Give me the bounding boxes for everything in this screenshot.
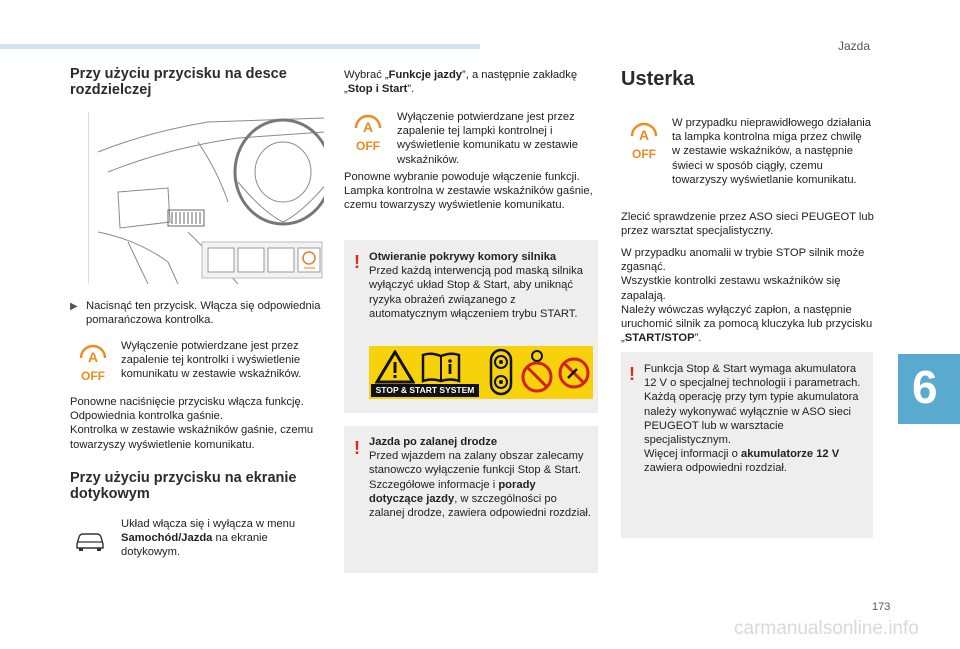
belt-spiral-icon	[487, 348, 515, 396]
bullet-icon: ▶	[70, 301, 78, 312]
heading-touchscreen: Przy użyciu przycisku na ekranie dotykowym	[70, 470, 297, 502]
stop-start-system-label: STOP & START SYSTEM	[371, 384, 479, 397]
touch-menu-path: Samochód/Jazda	[121, 532, 213, 545]
flooded-road-pre: Szczegółowe informacje i	[369, 478, 499, 491]
intro-menu-functions: Funkcje jazdy	[388, 69, 463, 81]
section-title: Jazda	[838, 39, 871, 53]
svg-text:OFF: OFF	[632, 147, 656, 160]
anomaly-text: W przypadku anomalii w trybie STOP silnik może zgasnąć. Wszystkie kontrolki zestawu wskaźników się zapalają. Należy wówczas wyłączyć zapłon, a następnie uruchomić silnik za pomocą kluczyka lub przycisku „	[621, 247, 873, 345]
step-press-button: Nacisnąć ten przycisk. Włącza się odpowiednia pomarańczowa kontrolka.	[86, 300, 321, 327]
flooded-road-tips: porady dotyczące jazdy	[369, 478, 536, 505]
svg-text:A: A	[87, 349, 99, 365]
flooded-road-text	[369, 435, 591, 520]
anomaly-text-end: ”.	[694, 332, 702, 345]
vent-grille	[168, 210, 204, 226]
intro-mid: ”, a następnie zakładkę „	[344, 69, 578, 96]
stop-start-label	[369, 346, 593, 399]
heading-dashboard-button: Przy użyciu przycisku na desce rozdzielczej	[70, 66, 287, 98]
flooded-road-body: Przed wjazdem na zalany obszar zalecamy stanowczo wyłączenie funkcji Stop & Start.	[369, 450, 584, 477]
dashboard-illustration	[88, 112, 324, 284]
a-off-warning-lamp-icon	[351, 112, 385, 152]
no-tools-prohibition-icon	[557, 356, 591, 390]
warning-exclamation-icon: !	[354, 438, 360, 458]
fault-lamp-note: W przypadku nieprawidłowego działania ta lampka kontrolna miga przez chwilę w zestawie wskaźników, a następnie świeci w sposób ciągły, czemu towarzyszy wyświetlanie komunikatu.	[672, 117, 871, 186]
bonnet-warning-body: Przed każdą interwencją pod maską silnika wyłączyć układ Stop & Start, aby uniknąć ryzyka obrażeń związanego z automatycznym włączeniem trybu START.	[369, 265, 583, 320]
paragraph-stop-anomaly	[621, 246, 877, 345]
chapter-number: 6	[912, 361, 938, 413]
header-rule	[0, 44, 480, 49]
a-off-warning-lamp-icon	[627, 120, 661, 160]
car-menu-icon	[74, 530, 106, 552]
paragraph-reselect: Ponowne wybranie powoduje włączenie funkcji. Lampka kontrolna w zestawie wskaźników gaśnie, czemu towarzyszy wyświetlenie komunikatu.	[344, 171, 593, 212]
note-disable-confirmation: Wyłączenie potwierdzane jest przez zapalenie tej kontrolki i wyświetlenie komunikatu w zestawie wskaźników.	[121, 340, 302, 381]
svg-text:A: A	[638, 127, 650, 143]
page-number: 173	[872, 601, 891, 613]
battery-text-end: zawiera odpowiedni rozdział.	[644, 462, 788, 475]
flooded-road-title: Jazda po zalanej drodze	[369, 436, 498, 448]
touchscreen-instruction	[121, 517, 321, 560]
no-hands-prohibition-icon	[519, 349, 555, 395]
battery-12v-link: akumulatorze 12 V	[740, 448, 840, 461]
paragraph-dealer-check: Zlecić sprawdzenie przez ASO sieci PEUGEOT lub przez warsztat specjalistyczny.	[621, 211, 874, 238]
chapter-tab	[898, 354, 960, 424]
bonnet-warning-text	[369, 250, 589, 321]
start-stop-button-name: START/STOP	[624, 332, 695, 345]
touch-text-pre: Układ włącza się i wyłącza w menu	[121, 518, 296, 530]
paragraph-reenable: Ponowne naciśnięcie przycisku włącza funkcję. Odpowiednia kontrolka gaśnie. Kontrolka w zestawie wskaźników gaśnie, czemu towarzyszy wyświetlenie komunikatu.	[70, 396, 314, 451]
warning-exclamation-icon: !	[629, 364, 635, 384]
intro-pre: Wybrać „	[344, 69, 389, 81]
svg-text:OFF: OFF	[81, 369, 105, 382]
battery-text: Funkcja Stop & Start wymaga akumulatora 12 V o specjalnej technologii i parametrach. Każdą operację przy tym typie akumulatora należy wykonywać wyłącznie w ASO sieci PEUGEOT lub w warsztacie specjalistycznym. Więcej informacji o	[644, 363, 861, 461]
note-lamp-confirmation: Wyłączenie potwierdzane jest przez zapalenie tej lampki kontrolnej i wyświetlenie komunikatu w zestawie wskaźników.	[397, 111, 578, 166]
hazard-triangle-icon	[375, 350, 415, 384]
switch-panel-inset	[202, 242, 322, 278]
watermark: carmanualsonline.info	[734, 618, 919, 639]
svg-text:OFF: OFF	[356, 139, 380, 152]
warning-exclamation-icon: !	[354, 252, 360, 272]
svg-text:A: A	[362, 119, 374, 135]
flooded-road-post: , w szczególności po zalanej drodze, zawiera odpowiedni rozdział.	[369, 492, 592, 520]
intro-select-functions	[344, 68, 596, 96]
intro-post: ”.	[407, 83, 415, 96]
heading-fault: Usterka	[621, 68, 695, 90]
a-off-warning-lamp-icon	[76, 342, 110, 382]
intro-tab-stopstart: Stop i Start	[347, 83, 408, 96]
manual-book-icon	[421, 351, 461, 383]
bullet-step	[70, 301, 78, 312]
battery-warning-text	[644, 362, 868, 476]
touch-text-post: na ekranie dotykowym.	[121, 532, 268, 559]
bonnet-warning-title: Otwieranie pokrywy komory silnika	[369, 251, 557, 263]
